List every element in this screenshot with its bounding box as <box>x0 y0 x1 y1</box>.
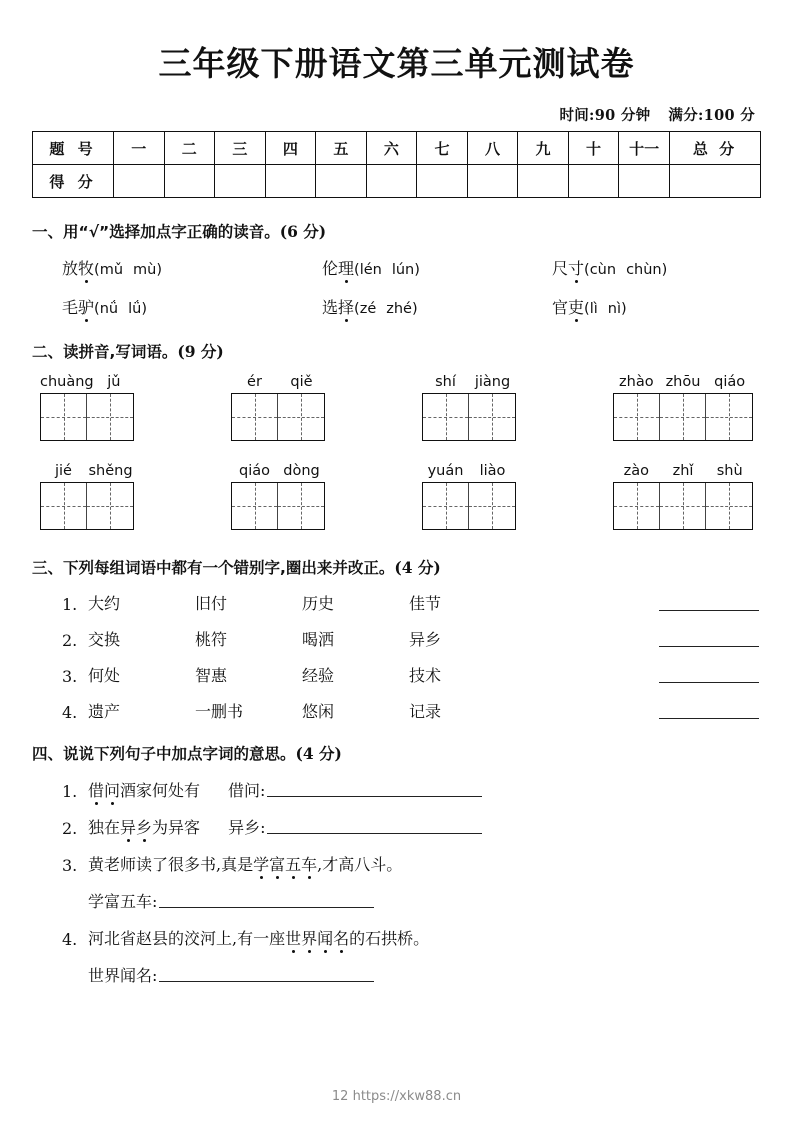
choice-row <box>62 256 761 279</box>
word-option[interactable]: 交换 <box>88 630 121 650</box>
score-table-col-3: 三 <box>215 132 266 165</box>
choice-item-chicun[interactable]: 尺寸(cùn chùn) <box>552 259 668 279</box>
sentence-rest: ,才高八斗。 <box>317 855 403 875</box>
dotted-char: 车 <box>301 855 318 875</box>
pinyin-syllable: chuàng <box>40 374 94 391</box>
meaning-answer-line[interactable] <box>159 906 374 908</box>
pinyin-syllable: qiáo <box>239 463 270 480</box>
word-option[interactable]: 悠闲 <box>302 702 335 722</box>
section-4-points: (4 分) <box>295 744 342 764</box>
sentence <box>88 778 200 801</box>
tianzige-cell[interactable] <box>614 394 660 440</box>
section-2-points: (9 分) <box>177 342 224 362</box>
sentence-rest: 酒家何处有 <box>120 781 201 801</box>
tianzige-boxes[interactable] <box>613 393 753 441</box>
pinyin-syllable: jié <box>55 463 72 480</box>
dotted-char: 异 <box>120 818 137 838</box>
pinyin-syllable: shù <box>716 463 743 480</box>
correction-answer-line[interactable] <box>659 609 759 611</box>
score-cell-2[interactable] <box>164 165 215 198</box>
tianzige-boxes[interactable] <box>613 482 753 530</box>
sentence-rest: 的石拱桥。 <box>349 929 430 949</box>
meaning-row-4 <box>32 926 761 949</box>
choice-char-dotted: 吏 <box>568 298 585 318</box>
score-cell-10[interactable] <box>568 165 619 198</box>
word-option[interactable]: 历史 <box>302 594 335 614</box>
meaning-answer-3 <box>32 889 761 912</box>
tianzige-cell[interactable] <box>232 483 278 529</box>
choice-char: 放 <box>62 259 79 279</box>
tianzige-group-zhaozhouqiao <box>613 374 753 441</box>
choice-char-dotted: 寸 <box>568 259 585 279</box>
section-3-title: 下列每组词语中都有一个错别字,圈出来并改正。 <box>63 559 395 578</box>
word-option[interactable]: 旧付 <box>195 594 228 614</box>
tianzige-group-chuangju <box>40 374 134 441</box>
tianzige-cell[interactable] <box>469 394 515 440</box>
sentence-start: 河北省赵县的洨河上,有一座 <box>88 929 286 949</box>
meaning-answer-line[interactable] <box>267 795 482 797</box>
score-table-col-1: 一 <box>114 132 165 165</box>
score-cell-8[interactable] <box>467 165 518 198</box>
choice-pinyin-a[interactable]: lì <box>589 301 598 318</box>
term-answer-wrap <box>228 778 482 801</box>
score-table-col-6: 六 <box>366 132 417 165</box>
section-1-number: 一、 <box>32 223 64 242</box>
tianzige-pinyin <box>40 374 134 390</box>
tianzige-pinyin <box>613 463 753 479</box>
section-2-title: 读拼音,写词语。 <box>63 343 178 362</box>
dotted-char: 学 <box>253 855 270 875</box>
section-3-points: (4 分) <box>394 558 441 578</box>
pinyin-syllable: jǔ <box>107 374 121 391</box>
tianzige-cell[interactable] <box>706 394 752 440</box>
sentence <box>88 852 402 875</box>
page-footer-watermark: 12 https://xkw88.cn <box>331 1089 462 1104</box>
choice-pinyin-b[interactable]: nì <box>607 301 621 318</box>
choice-pinyin-b[interactable]: chùn <box>626 262 662 279</box>
sentence-start: 黄老师读了很多书,真是 <box>88 855 254 875</box>
sentence <box>88 926 429 949</box>
meaning-row-3 <box>32 852 761 875</box>
choice-item-maolv[interactable]: 毛驴(nǘ lǘ) <box>62 298 147 318</box>
word-option[interactable]: 记录 <box>409 702 442 722</box>
score-table-col-4: 四 <box>265 132 316 165</box>
row-number: 1. <box>62 782 78 802</box>
tianzige-pinyin <box>422 463 516 479</box>
pinyin-syllable: liào <box>479 463 506 480</box>
word-option[interactable]: 技术 <box>409 666 442 686</box>
section-1-points: (6 分) <box>279 222 327 242</box>
row-number: 2. <box>62 819 78 839</box>
choice-pinyin-b[interactable]: lǘ <box>128 301 142 318</box>
term-label: 世界闻名: <box>88 966 158 986</box>
score-cell-1[interactable] <box>114 165 165 198</box>
page-title: 三年级下册语文第三单元测试卷 <box>158 44 635 83</box>
section-1-title: 用“√”选择加点字正确的读音。 <box>63 223 280 242</box>
tianzige-cell[interactable] <box>423 483 469 529</box>
tianzige-cell[interactable] <box>660 483 706 529</box>
section-3-number: 三、 <box>32 559 64 578</box>
tianzige-cell[interactable] <box>87 483 133 529</box>
word-option[interactable]: 智惠 <box>195 666 228 686</box>
wrong-char-row <box>32 699 761 722</box>
pinyin-syllable: qiáo <box>714 374 746 391</box>
meaning-answer-line[interactable] <box>267 832 482 834</box>
sentence-start: 独在 <box>88 818 121 838</box>
choice-char-dotted: 择 <box>338 298 355 318</box>
row-number: 4. <box>62 703 78 723</box>
term-answer-wrap <box>228 815 482 838</box>
row-number: 3. <box>62 856 78 876</box>
pinyin-syllable: qiě <box>290 374 313 391</box>
choice-pinyin-b[interactable]: mù <box>133 262 157 279</box>
meaning-row-1 <box>32 778 761 801</box>
dotted-char: 问 <box>104 781 121 801</box>
correction-answer-line[interactable] <box>659 717 759 719</box>
dotted-char: 五 <box>285 855 302 875</box>
section-4-number: 四、 <box>32 745 64 764</box>
tianzige-cell[interactable] <box>41 483 87 529</box>
wrong-char-row <box>32 591 761 614</box>
tianzige-group-erqie <box>231 374 325 441</box>
tianzige-pinyin <box>231 463 325 479</box>
section-4-title: 说说下列句子中加点字词的意思。 <box>63 745 296 764</box>
pinyin-syllable: dòng <box>283 463 320 480</box>
score-table-col-10: 十 <box>568 132 619 165</box>
dotted-char: 乡 <box>136 818 153 838</box>
section-3-heading <box>32 556 761 578</box>
term-label: 学富五车: <box>88 892 158 912</box>
choice-item-fangmu[interactable]: 放牧(mǔ mù) <box>62 259 163 279</box>
dotted-char: 世 <box>285 929 302 949</box>
section-1-heading <box>32 220 761 242</box>
tianzige-boxes[interactable] <box>422 482 516 530</box>
choice-pinyin-a[interactable]: mǔ <box>99 262 124 279</box>
tianzige-cell[interactable] <box>87 394 133 440</box>
pinyin-syllable: shěng <box>88 463 133 480</box>
score-table-col-11: 十一 <box>619 132 670 165</box>
score-cell-4[interactable] <box>265 165 316 198</box>
pinyin-syllable: zhǐ <box>672 463 694 480</box>
tianzige-group-shijiang <box>422 374 516 441</box>
sentence <box>88 815 200 838</box>
correction-answer-line[interactable] <box>659 681 759 683</box>
row-number: 1. <box>62 595 78 615</box>
tianzige-pinyin <box>422 374 516 390</box>
choice-pinyin-a[interactable]: zé <box>359 301 377 318</box>
wrong-char-row <box>32 663 761 686</box>
choice-pinyin-b[interactable]: zhé <box>386 301 412 318</box>
pinyin-syllable: jiàng <box>474 374 511 391</box>
tianzige-group-zaozhishu <box>613 463 753 530</box>
choice-pinyin-b[interactable]: lún <box>391 262 415 279</box>
score-cell-total[interactable] <box>670 165 761 198</box>
score-table-col-7: 七 <box>417 132 468 165</box>
term-label: 借问: <box>228 781 266 801</box>
section-2-number: 二、 <box>32 343 64 362</box>
section-4-heading <box>32 742 761 764</box>
word-option[interactable]: 大约 <box>88 594 121 614</box>
choice-char-dotted: 牧 <box>78 259 95 279</box>
tianzige-boxes[interactable] <box>40 393 134 441</box>
correction-answer-line[interactable] <box>659 645 759 647</box>
tianzige-group-qiaodong <box>231 463 325 530</box>
row-number: 4. <box>62 930 78 950</box>
score-table-col-5: 五 <box>316 132 367 165</box>
choice-pinyin-a[interactable]: nǘ <box>99 301 119 318</box>
dotted-char: 闻 <box>317 929 334 949</box>
choice-char-dotted: 理 <box>338 259 355 279</box>
choice-char: 尺 <box>552 259 569 279</box>
tianzige-cell[interactable] <box>278 394 324 440</box>
score-cell-7[interactable] <box>417 165 468 198</box>
choice-char-dotted: 驴 <box>78 298 95 318</box>
meaning-answer-line[interactable] <box>159 980 374 982</box>
tianzige-pinyin <box>613 374 753 390</box>
choice-char: 选 <box>322 298 339 318</box>
choice-row <box>62 295 761 318</box>
wrong-char-row <box>32 627 761 650</box>
tianzige-row-1 <box>32 374 761 441</box>
score-table-col-2: 二 <box>164 132 215 165</box>
score-cell-6[interactable] <box>366 165 417 198</box>
pinyin-syllable: shí <box>435 374 456 391</box>
dotted-char: 名 <box>333 929 350 949</box>
word-option[interactable]: 何处 <box>88 666 121 686</box>
pinyin-syllable: zhào <box>619 374 654 391</box>
dotted-char: 借 <box>88 781 105 801</box>
word-option[interactable]: 异乡 <box>409 630 442 650</box>
score-cell-9[interactable] <box>518 165 569 198</box>
meaning-row-2 <box>32 815 761 838</box>
score-table-header-row <box>33 132 761 165</box>
tianzige-cell[interactable] <box>278 483 324 529</box>
tianzige-boxes[interactable] <box>231 482 325 530</box>
tianzige-cell[interactable] <box>614 483 660 529</box>
tianzige-group-yuanliao <box>422 463 516 530</box>
choice-char: 伦 <box>322 259 339 279</box>
pinyin-syllable: zào <box>623 463 650 480</box>
exam-meta <box>32 104 761 125</box>
score-cell-3[interactable] <box>215 165 266 198</box>
dotted-char: 富 <box>269 855 286 875</box>
word-option[interactable]: 一删书 <box>195 702 244 722</box>
tianzige-cell[interactable] <box>232 394 278 440</box>
row-number: 2. <box>62 631 78 651</box>
score-table-total-label: 总 分 <box>670 132 761 165</box>
section-1-body <box>32 256 761 318</box>
choice-char: 官 <box>552 298 569 318</box>
tianzige-cell[interactable] <box>469 483 515 529</box>
tianzige-group-jiesheng <box>40 463 134 530</box>
exam-total-score: 满分:100 分 <box>668 107 755 125</box>
tianzige-pinyin <box>231 374 325 390</box>
pinyin-syllable: yuán <box>427 463 464 480</box>
choice-item-lunli[interactable]: 伦理(lén lún) <box>322 259 420 279</box>
pinyin-syllable: ér <box>247 374 262 391</box>
tianzige-row-2 <box>32 463 761 530</box>
tianzige-cell[interactable] <box>706 483 752 529</box>
exam-time: 时间:90 分钟 <box>559 107 651 125</box>
meaning-answer-4 <box>32 963 761 986</box>
choice-pinyin-a[interactable]: lén <box>359 262 382 279</box>
score-table-value-row <box>33 165 761 198</box>
pinyin-syllable: zhōu <box>665 374 701 391</box>
word-option[interactable]: 桃符 <box>195 630 228 650</box>
sentence-rest: 为异客 <box>152 818 201 838</box>
tianzige-pinyin <box>40 463 134 479</box>
choice-pinyin-a[interactable]: cùn <box>589 262 617 279</box>
score-table-col-9: 九 <box>518 132 569 165</box>
tianzige-boxes[interactable] <box>422 393 516 441</box>
score-cell-11[interactable] <box>619 165 670 198</box>
choice-char: 毛 <box>62 298 79 318</box>
term-label: 异乡: <box>228 818 266 838</box>
score-cell-5[interactable] <box>316 165 367 198</box>
score-table-row-label: 题 号 <box>33 132 114 165</box>
score-table <box>32 131 761 198</box>
tianzige-boxes[interactable] <box>40 482 134 530</box>
choice-item-guanli[interactable]: 官吏(lì nì) <box>552 298 627 318</box>
word-option[interactable]: 遗产 <box>88 702 121 722</box>
row-number: 3. <box>62 667 78 687</box>
score-table-col-8: 八 <box>467 132 518 165</box>
tianzige-cell[interactable] <box>660 394 706 440</box>
word-option[interactable]: 喝洒 <box>302 630 335 650</box>
word-option[interactable]: 经验 <box>302 666 335 686</box>
tianzige-cell[interactable] <box>41 394 87 440</box>
score-table-row-label-2: 得 分 <box>33 165 114 198</box>
word-option[interactable]: 佳节 <box>409 594 442 614</box>
dotted-char: 界 <box>301 929 318 949</box>
section-2-heading <box>32 340 761 362</box>
tianzige-boxes[interactable] <box>231 393 325 441</box>
choice-item-xuanze[interactable]: 选择(zé zhé) <box>322 298 418 318</box>
tianzige-cell[interactable] <box>423 394 469 440</box>
